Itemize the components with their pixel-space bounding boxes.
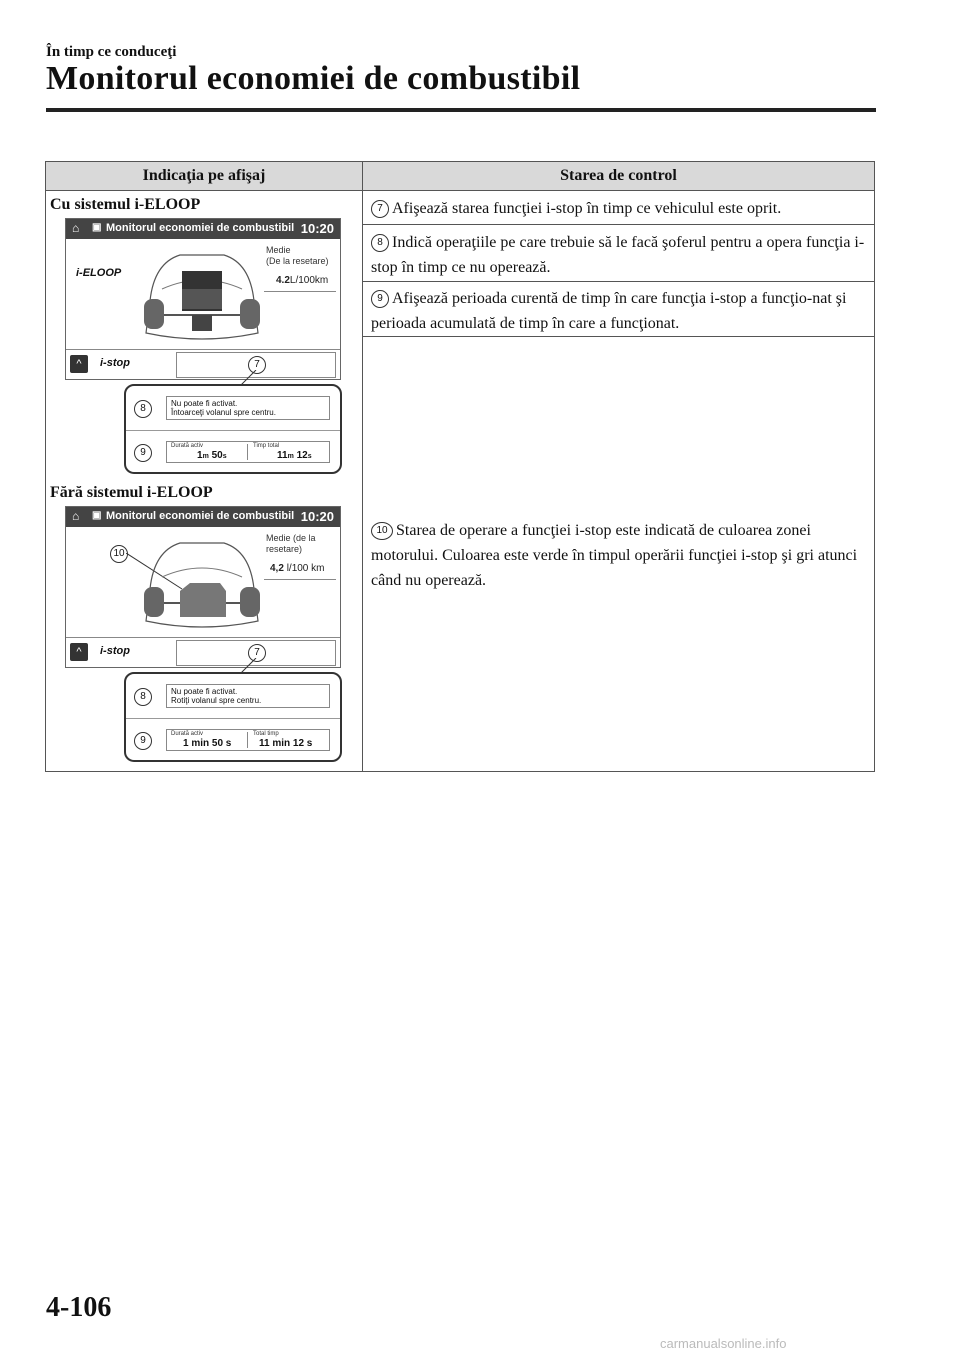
istop-detail-panel: 8 Nu poate fi activat. Întoarceţi volanul spre centru. 9 Durată activ 1m 50s Timp total 11m 12s — [124, 384, 342, 474]
average-label: Medie (de la resetare) — [266, 533, 316, 554]
average-underline — [264, 579, 336, 580]
row-divider — [363, 224, 874, 225]
istop-icon: ^ — [70, 355, 88, 373]
section-heading: În timp ce conduceţi — [46, 44, 177, 60]
column-header-display: Indicaţia pe afişaj — [142, 167, 266, 184]
callout-10: 10 — [110, 545, 128, 563]
average-underline — [264, 291, 336, 292]
circle-number-8: 8 — [371, 234, 389, 252]
watermark: carmanualsonline.info — [660, 1336, 787, 1351]
title-rule — [46, 108, 876, 112]
message-box: Nu poate fi activat. Rotiţi volanul spre centru. — [166, 684, 330, 708]
average-label: Medie (De la resetare) — [266, 245, 329, 266]
window-icon: ▣ — [92, 222, 102, 233]
average-value: 4.2L/100km — [276, 275, 329, 286]
desc-row-8: 8 Indică operaţiile pe care trebuie să le facă şoferul pentru a opera funcţia i-stop în timp ce nu operează. — [371, 234, 865, 276]
row-divider — [363, 336, 874, 337]
column-header-control: Starea de control — [560, 167, 677, 184]
home-icon: ⌂ — [72, 509, 80, 523]
screen-header: ⌂ ▣ Monitorul economiei de combustibil 10:20 — [66, 507, 340, 527]
callout-7: 7 — [248, 356, 266, 374]
istop-icon: ^ — [70, 643, 88, 661]
istop-bar: ^ i-stop — [66, 637, 340, 668]
circle-number-7: 7 — [371, 200, 389, 218]
column-divider — [362, 162, 363, 771]
without-eloop-label: Fără sistemul i-ELOOP — [50, 484, 213, 501]
car-illustration — [140, 241, 264, 347]
window-icon: ▣ — [92, 510, 102, 521]
callout-7: 7 — [248, 644, 266, 662]
time-box: Durată activ 1m 50s Timp total 11m 12s — [166, 441, 330, 463]
display-screen-no-eloop — [65, 506, 341, 668]
time-box: Durată activ 1 min 50 s Total timp 11 min 12 s — [166, 729, 330, 751]
engine-zone — [180, 583, 226, 617]
table-header — [46, 162, 874, 191]
desc-row-7: 7 Afişează starea funcţiei i-stop în timp ce vehiculul este oprit. — [371, 196, 869, 221]
desc-row-9: 9 Afişează perioada curentă de timp în care funcţia i-stop a funcţio-nat şi perioada acumulată de timp în care a funcţionat. — [371, 290, 847, 332]
row-divider — [363, 281, 874, 282]
circle-number-9: 9 — [371, 290, 389, 308]
info-table — [45, 161, 875, 772]
home-icon: ⌂ — [72, 221, 80, 235]
page-number: 4-106 — [46, 1292, 112, 1323]
istop-detail-panel: 8 Nu poate fi activat. Rotiţi volanul spre centru. 9 Durată activ 1 min 50 s Total timp 11 min 12 s — [124, 672, 342, 762]
desc-row-10: 10 Starea de operare a funcţiei i-stop este indicată de culoarea zonei motorului. Culoarea este verde în timpul operării funcţiei i-stop şi gri atunci când nu operează. — [371, 522, 858, 589]
circle-number-10: 10 — [371, 522, 393, 540]
with-eloop-label: Cu sistemul i-ELOOP — [50, 196, 201, 213]
page-title: Monitorul economiei de combustibil — [46, 60, 581, 97]
display-screen-eloop — [65, 218, 341, 380]
eloop-label: i-ELOOP — [76, 267, 122, 279]
istop-bar: ^ i-stop — [66, 349, 340, 380]
average-value: 4,2 l/100 km — [270, 563, 325, 574]
screen-header: ⌂ ▣ Monitorul economiei de combustibil 10:20 — [66, 219, 340, 239]
car-illustration — [140, 529, 264, 635]
message-box: Nu poate fi activat. Întoarceţi volanul spre centru. — [166, 396, 330, 420]
